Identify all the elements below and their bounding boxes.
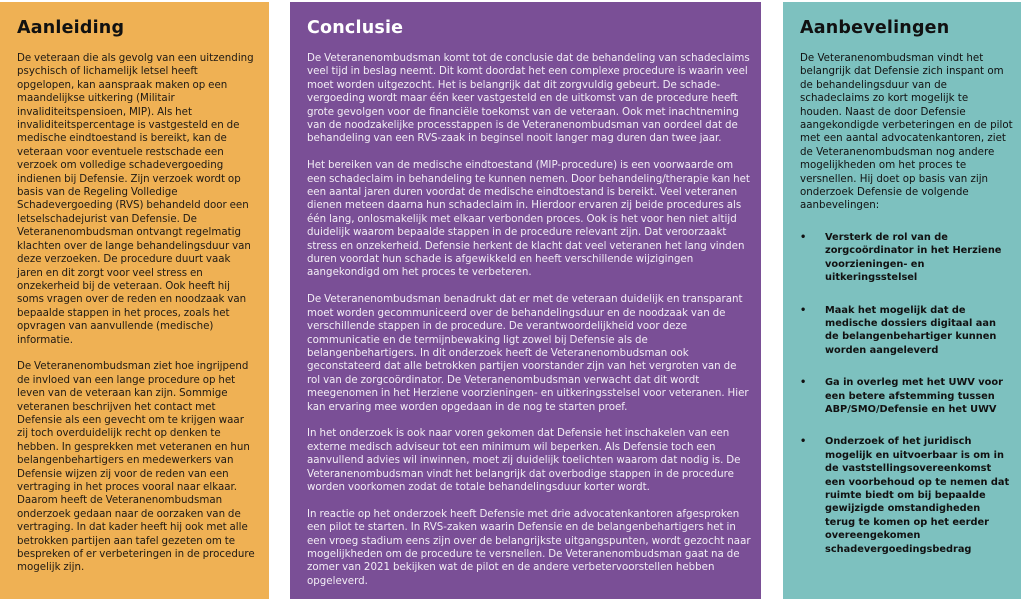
recommendation-item [800, 304, 1013, 358]
conclusie-panel [290, 2, 761, 599]
recommendation-item [800, 231, 1013, 285]
aanleiding-paragraph-2: De Veteranenombudsman ziet hoe ingrijpend de invloed van een lange procedure op het leven van de veteraan kan zijn. Sommige veteranen beschrijven het contact met Defensie als een gevecht om te krijgen waar zij toch overduidelijk recht op denken te hebben. In gesprekken met veteranen en hun belangenbehartigers en medewerkers van Defensie wijzen zij voor de reden van een vertraging in het proces vooral naar elkaar. Daarom heeft de Veteranenombudsman onderzoek gedaan naar de oorzaken van de vertraging. In dat kader heeft hij ook met alle betrokken partijen aan tafel gezeten om te bespreken of er verbeteringen in de procedure mogelijk zijn. [17, 360, 255, 574]
aanbevelingen-title: Aanbevelingen [800, 18, 950, 38]
bullet-icon: • [800, 231, 807, 243]
aanleiding-title: Aanleiding [17, 18, 125, 38]
recommendation-text: Onderzoek of het juridisch mogelijk en uitvoerbaar is om in de vaststellingsovereenkomst een voorbehoud op te nemen dat ruimte biedt om bij bepaalde gewijzigde omstandigheden terug te komen op het eerder overeengekomen schadevergoedingsbedrag [825, 436, 1010, 555]
conclusie-paragraph-4: In het onderzoek is ook naar voren gekomen dat Defensie het inschakelen van een externe medisch adviseur tot een minimum wil beperken. Als Defensie toch een aanvullend advies wil inwinnen, moet zij duidelijk toelichten waarom dat nodig is. De Veteranenombudsman vindt het belangrijk dat overbodige stappen in de procedure worden voorkomen zodat de totale behandelingsduur korter wordt. [307, 427, 741, 493]
conclusie-paragraph-3: De Veteranenombudsman benadrukt dat er met de veteraan duidelijk en transparant moet worden gecommuniceerd over de behandelingsduur en de noodzaak van de verschillende stappen in de procedure. De verantwoordelijkheid voor deze communicatie en de termijnbewaking ligt zowel bij Defensie als de belangenbehartigers. In dit onderzoek heeft de Veteranenombudsman ook geconstateerd dat alle betrokken partijen voorstander zijn van het vergroten van de rol van de zorgcoördinator. De Veteranenombudsman verwacht dat dit wordt meegenomen in het Herziene voorzieningen- en uitkeringsstelsel voor veteranen. Hier kan ervaring mee worden opgedaan in de nog te starten proef. [307, 293, 749, 413]
bullet-icon: • [800, 304, 807, 316]
recommendation-item [800, 376, 1013, 416]
aanleiding-paragraph-1: De veteraan die als gevolg van een uitzending psychisch of lichamelijk letsel heeft opgelopen, kan aanspraak maken op een maandelijkse uitkering (Militair invaliditeitspensioen, MIP). Als het invaliditeitspercentage is vastgesteld en de medische eindtoestand is bereikt, kan de veteraan voor eventuele restschade een verzoek om volledige schadevergoeding indienen bij Defensie. Zijn verzoek wordt op basis van de Regeling Volledige Schadevergoeding (RVS) behandeld door een letselschadejurist van Defensie. De Veteranenombudsman ontvangt regelmatig klachten over de lange behandelingsduur van deze verzoeken. De procedure duurt vaak jaren en dit zorgt voor veel stress en onzekerheid bij de veteraan. Ook heeft hij soms vragen over de reden en noodzaak van bepaalde stappen in het proces, zoals het opvragen van aanvullende (medische) informatie. [17, 52, 254, 346]
bullet-icon: • [800, 436, 807, 448]
recommendations-list [800, 231, 1013, 556]
aanleiding-panel [0, 2, 269, 599]
conclusie-paragraph-2: Het bereiken van de medische eindtoestand (MIP-procedure) is een voorwaarde om een schadeclaim in behandeling te kunnen nemen. Door behandeling/therapie kan het een aantal jaren duren voordat de medische eindtoestand is bereikt. Veel veteranen dienen meteen daarna hun schadeclaim in. Hierdoor ervaren zij beide procedures als één lang, onlosmakelijk met elkaar verbonden proces. Ook is het voor hen niet altijd duidelijk waarom bepaalde stappen in de procedure relevant zijn. Dat veroorzaakt stress en onzekerheid. Defensie herkent de klacht dat veel veteranen het lang vinden duren voordat hun schade is afgewikkeld en heeft verschillende wijzigingen aangekondigd om het proces te verbeteren. [307, 159, 750, 279]
bullet-icon: • [800, 377, 807, 389]
recommendation-text: Versterk de rol van de zorgcoördinator in het Herziene voorzieningen- en uitkeringsstelsel [825, 231, 1002, 284]
recommendation-text: Ga in overleg met het UWV voor een betere afstemming tussen ABP/SMO/Defensie en het UWV [825, 377, 1003, 415]
conclusie-paragraph-5: In reactie op het onderzoek heeft Defensie met drie advocatenkantoren afgesproken een pilot te starten. In RVS-zaken waarin Defensie en de belangenbehartigers het in een vroeg stadium eens zijn over de belangrijkste uitgangspunten, wordt gezocht naar mogelijkheden om de procedure te versnellen. De Veteranenombudsman gaat na de zomer van 2021 bekijken wat de pilot en de andere verbetervoorstellen hebben opgeleverd. [307, 507, 751, 587]
aanbevelingen-intro: De Veteranenombudsman vindt het belangrijk dat Defensie zich inspant om de behandelingsduur van de schadeclaims zo kort mogelijk te houden. Naast de door Defensie aangekondigde verbeteringen en de pilot met een aantal advocatenkantoren, ziet de Veteranenombudsman nog andere mogelijkheden om het proces te versnellen. Hij doet op basis van zijn onderzoek Defensie de volgende aanbevelingen: [800, 52, 1013, 212]
conclusie-title: Conclusie [307, 18, 404, 38]
conclusie-paragraph-1: De Veteranenombudsman komt tot de conclusie dat de behandeling van schadeclaims veel tijd in beslag neemt. Dit komt doordat het een complexe procedure is waarin veel moet worden uitgezocht. Het is belangrijk dat dit zorgvuldig gebeurt. De schade-vergoeding wordt maar één keer vastgesteld en de uitkomst van de procedure heeft grote gevolgen voor de financiële toekomst van de veteraan. Ook met inachtneming van de noodzakelijke processtappen is de Veteranenombudsman van oordeel dat de behandeling van een RVS-zaak in beginsel nooit langer mag duren dan twee jaar. [307, 52, 750, 145]
aanbevelingen-panel [783, 2, 1021, 599]
recommendation-item [800, 435, 1013, 556]
recommendation-text: Maak het mogelijk dat de medische dossiers digitaal aan de belangenbehartiger kunnen worden aangeleverd [825, 304, 997, 356]
